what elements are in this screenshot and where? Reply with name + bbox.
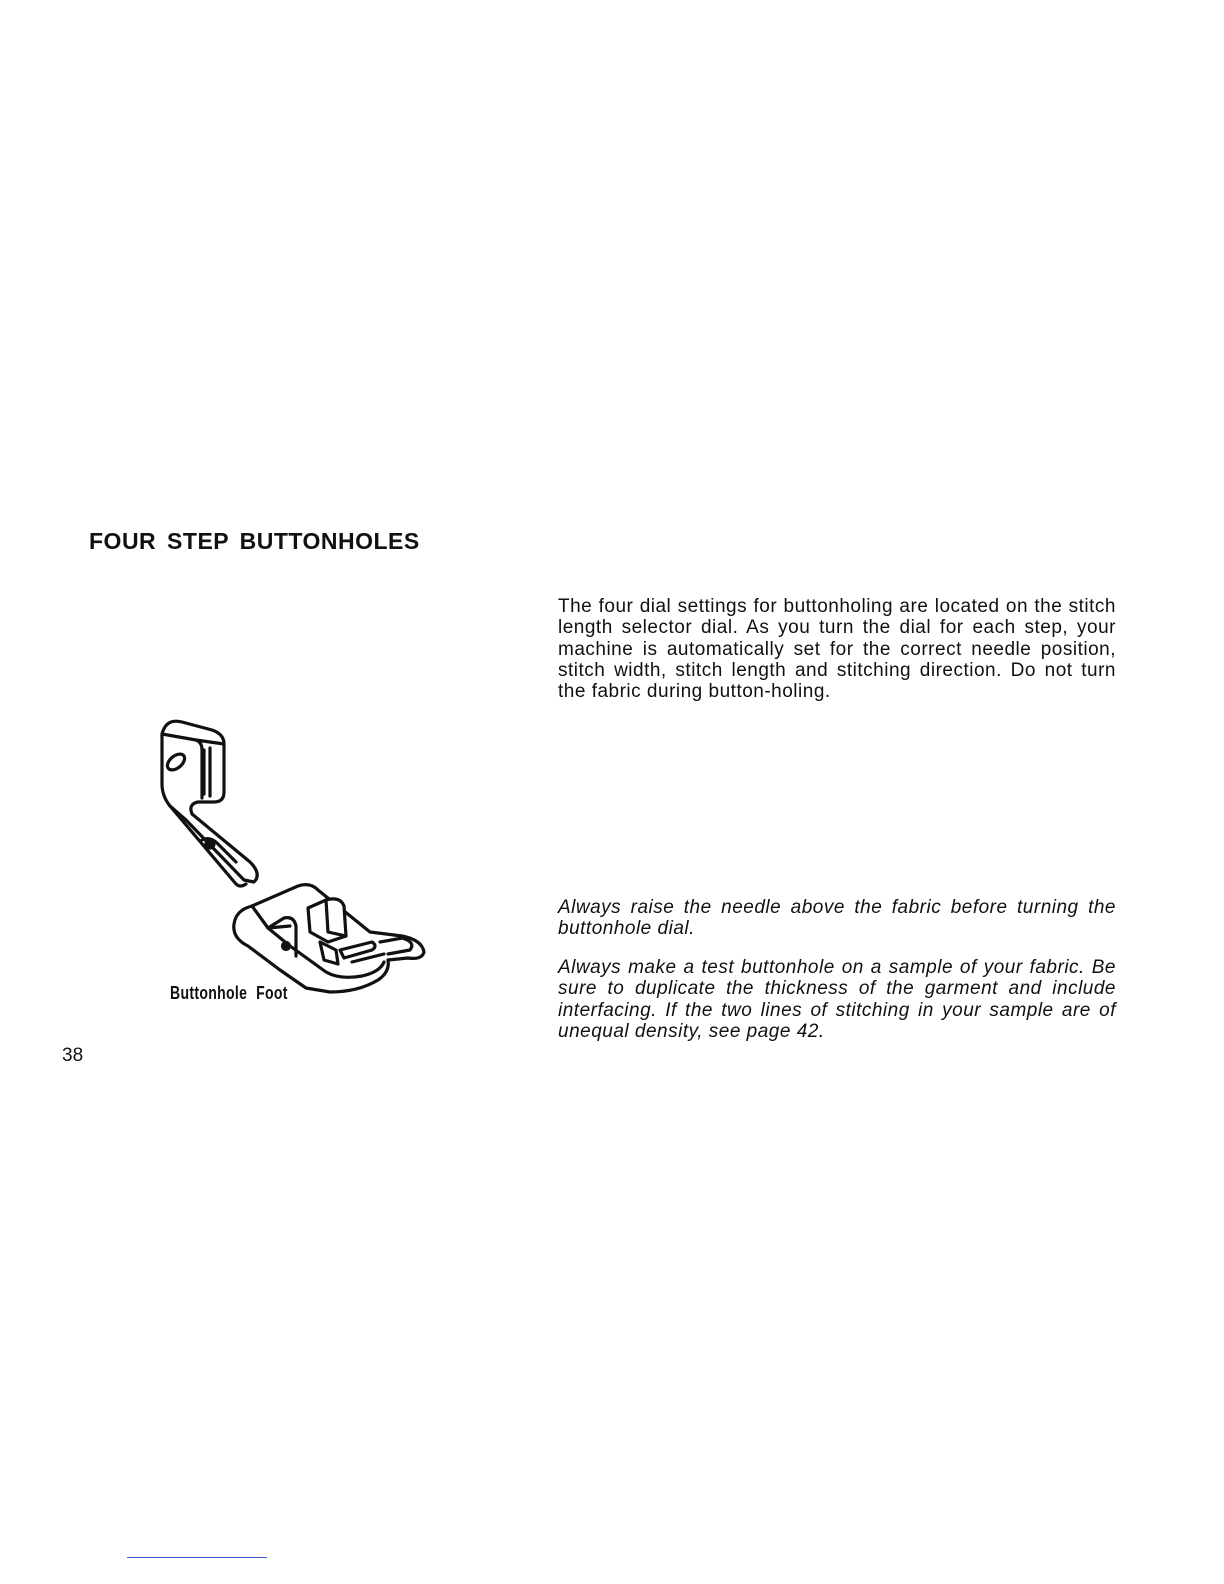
buttonhole-foot-illustration	[140, 710, 440, 1010]
figure-caption: Buttonhole Foot	[170, 983, 288, 1003]
note-raise-needle: Always raise the needle above the fabric before turning the buttonhole dial.	[558, 897, 1116, 940]
page-number: 38	[62, 1045, 84, 1066]
note-test-buttonhole: Always make a test buttonhole on a sample of your fabric. Be sure to duplicate the thickness of the garment and include interfacing. If the two lines of stitching in your sample are of unequal density, see page 42.	[558, 957, 1116, 1042]
bottom-rule	[127, 1557, 267, 1558]
section-heading: FOUR STEP BUTTONHOLES	[89, 528, 420, 554]
intro-paragraph: The four dial settings for buttonholing are located on the stitch length selector dial. As you turn the dial for each step, your machine is automatically set for the correct needle position, stitch width, stitch length and stitching direction. Do not turn the fabric during button-holing.	[558, 596, 1116, 703]
buttonhole-foot-figure	[140, 710, 440, 1010]
